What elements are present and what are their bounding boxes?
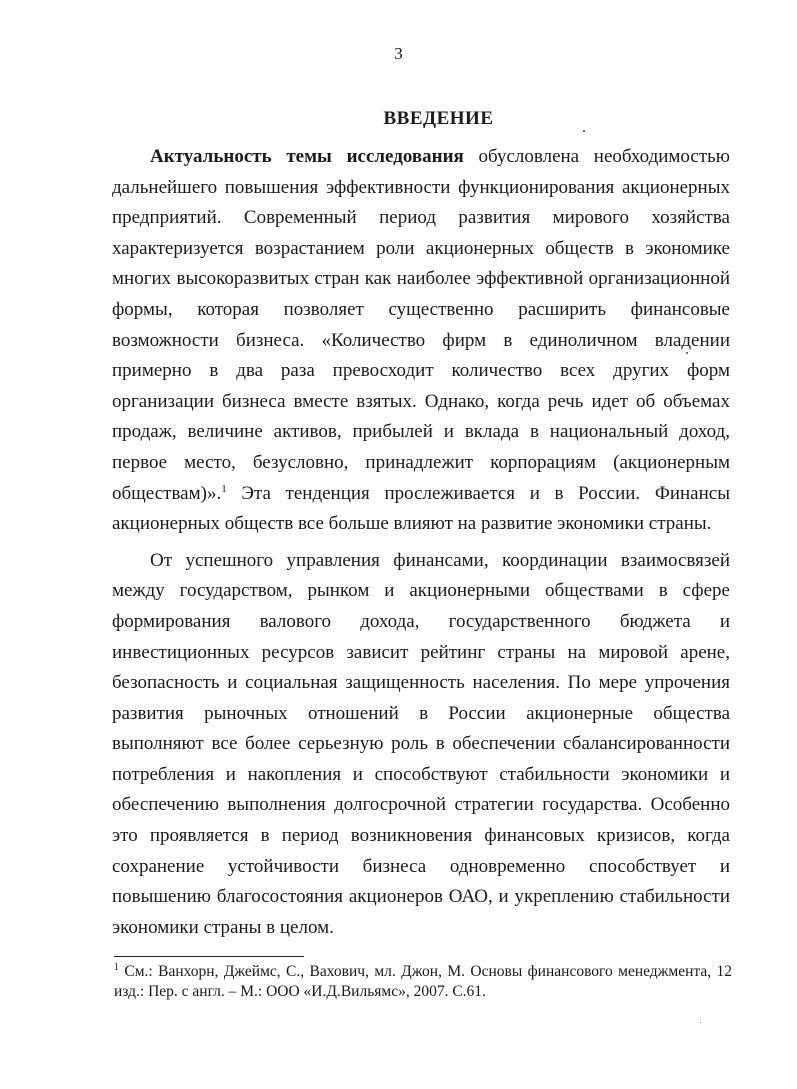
paragraph-lead-bold: Актуальность темы исследования (150, 146, 464, 167)
section-heading: ВВЕДЕНИЕ (383, 108, 494, 129)
paragraph-relevance (112, 142, 730, 540)
scan-speck (583, 130, 585, 132)
paragraph-text-continued: Эта тенденция прослеживается и в России. Финансы акционерных обществ все больше влияют на развитие экономики страны. (112, 482, 730, 535)
scan-speck (700, 1022, 701, 1023)
paragraph-finance-management: От успешного управления финансами, координации взаимосвязей между государством, рынком и акционерными обществами в сфере формирования валового дохода, государственного бюджета и инвестиционных ресурсов зависит рейтинг страны на мировой арене, безопасность и социальная защищенность населения. По мере упрочения развития рыночных отношений в России акционерные общества выполняют все более серьезную роль в обеспечении сбалансированности потребления и накопления и способствуют стабильности экономики и обеспечению выполнения долгосрочной стратегии государства. Особенно это проявляется в период возникновения финансовых кризисов, когда сохранение устойчивости бизнеса одновременно способствует и повышению благосостояния акционеров ОАО, и укреплению стабильности экономики страны в целом. (112, 549, 730, 938)
body-text (112, 142, 730, 943)
page-number: 3 (394, 44, 403, 63)
footnote-divider (114, 956, 304, 957)
footnote-reference[interactable]: 1 (221, 482, 227, 495)
paragraph-text: обусловлена необходимостью дальнейшего повышения эффективности функционирования акционерных предприятий. Современный период развития мирового хозяйства характеризуется возрастанием роли акционерных обществ в экономике многих высокоразвитых стран как наиболее эффективной организационной формы, которая позволяет существенно расширить финансовые возможности бизнеса. «Количество фирм в единоличном владении примерно в два раза превосходит количество всех других форм организации бизнеса вместе взятых. Однако, когда речь идет об объемах продаж, величине активов, прибылей и вклада в национальный доход, первое место, безусловно, принадлежит корпорациям (акционерным обществам)». (112, 146, 731, 504)
footnote (114, 962, 732, 1002)
scan-speck (686, 352, 688, 354)
footnote-mark: 1 (114, 962, 119, 973)
footnote-text: См.: Ванхорн, Джеймс, С., Вахович, мл. Джон, М. Основы финансового менеджмента, 12 изд.: Пер. с англ. – М.: ООО «И.Д.Вильямс», 2007. С.61. (114, 963, 732, 1000)
